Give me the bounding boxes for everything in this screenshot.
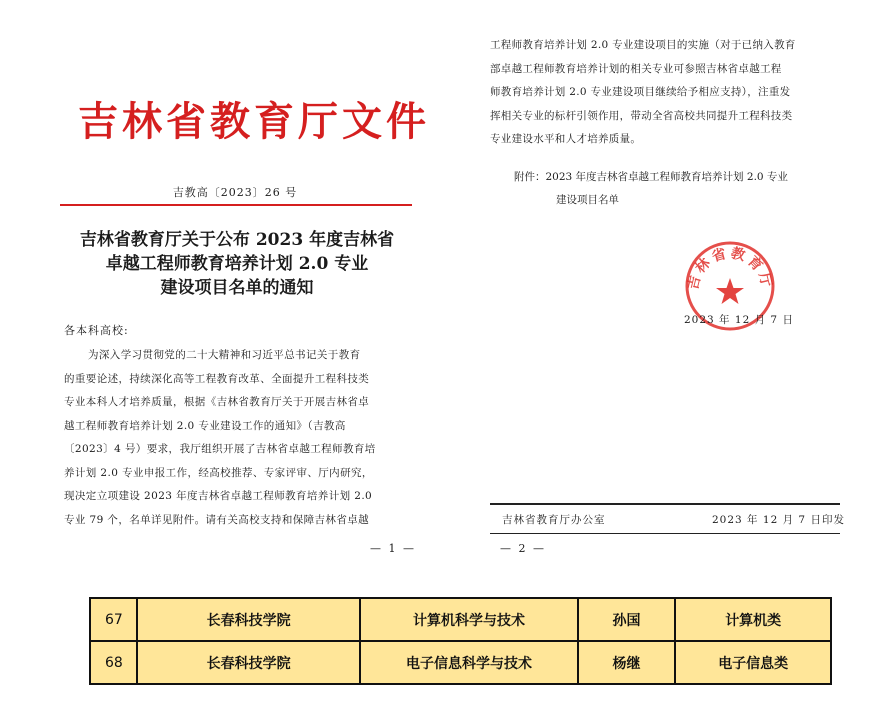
body-line: 专业本科人才培养质量，根据《吉林省教育厅关于开展吉林省卓	[64, 396, 370, 408]
body-text	[490, 34, 850, 152]
major-cell: 电子信息科学与技术	[360, 641, 577, 684]
red-divider	[60, 204, 412, 206]
major-cell: 计算机科学与技术	[360, 598, 577, 641]
row-number: 67	[90, 598, 137, 641]
signature-date: 2023 年 12 月 7 日	[684, 314, 794, 326]
left-document-page	[0, 0, 440, 570]
print-date: 2023 年 12 月 7 日印发	[712, 514, 845, 526]
salutation: 各本科高校:	[64, 324, 129, 337]
table-row	[90, 641, 831, 684]
issuing-office: 吉林省教育厅办公室	[502, 514, 606, 526]
attachment-note	[514, 166, 854, 212]
body-line: 〔2023〕4 号）要求，我厅组织开展了吉林省卓越工程师教育培	[64, 443, 376, 455]
lead-cell: 杨继	[578, 641, 676, 684]
body-line: 工程师教育培养计划 2.0 专业建设项目的实施（对于已纳入教育	[490, 39, 796, 51]
title-line: 建设项目名单的通知	[160, 278, 314, 298]
body-line: 养计划 2.0 专业申报工作，经高校推荐、专家评审、厅内研究，	[64, 466, 373, 479]
body-line: 越工程师教育培养计划 2.0 专业建设工作的通知》（吉教高	[64, 419, 346, 432]
project-table-excerpt	[89, 597, 832, 685]
school-cell: 长春科技学院	[137, 641, 360, 684]
body-text	[64, 344, 418, 532]
attachment-line: 附件：2023 年度吉林省卓越工程师教育培养计划 2.0 专业	[514, 171, 788, 183]
page-number: — 2 —	[500, 542, 546, 555]
right-document-page	[440, 0, 884, 570]
footer-divider	[490, 503, 840, 505]
body-line: 专业建设水平和人才培养质量。	[490, 133, 642, 145]
title-line: 吉林省教育厅关于公布 2023 年度吉林省	[79, 230, 395, 250]
category-cell: 电子信息类	[675, 641, 831, 684]
svg-text:吉林省教育厅: 吉林省教育厅	[685, 245, 775, 292]
row-number: 68	[90, 641, 137, 684]
page-number: — 1 —	[370, 542, 416, 555]
body-line: 的重要论述，持续深化高等工程教育改革、全面提升工程科技类	[64, 372, 370, 385]
title-line: 卓越工程师教育培养计划 2.0 专业	[105, 254, 369, 274]
footer-divider	[490, 533, 840, 534]
table-row	[90, 598, 831, 641]
category-cell: 计算机类	[675, 598, 831, 641]
document-number: 吉教高〔2023〕26 号	[172, 186, 298, 199]
project-table	[89, 597, 832, 685]
lead-cell: 孙国	[578, 598, 676, 641]
body-line: 为深入学习贯彻党的二十大精神和习近平总书记关于教育	[88, 349, 361, 361]
body-line: 现决定立项建设 2023 年度吉林省卓越工程师教育培养计划 2.0	[64, 490, 373, 502]
body-line: 部卓越工程师教育培养计划的相关专业可参照吉林省卓越工程	[490, 62, 782, 75]
attachment-line: 建设项目名单	[556, 194, 619, 206]
document-title	[62, 228, 412, 300]
document-header: 吉林省教育厅文件	[78, 99, 430, 145]
school-cell: 长春科技学院	[137, 598, 360, 641]
body-line: 师教育培养计划 2.0 专业建设项目继续给予相应支持），注重发	[490, 86, 791, 98]
body-line: 挥相关专业的标杆引领作用，带动全省高校共同提升工程科技类	[490, 109, 793, 122]
body-line: 专业 79 个，名单详见附件。请有关高校支持和保障吉林省卓越	[64, 513, 370, 526]
